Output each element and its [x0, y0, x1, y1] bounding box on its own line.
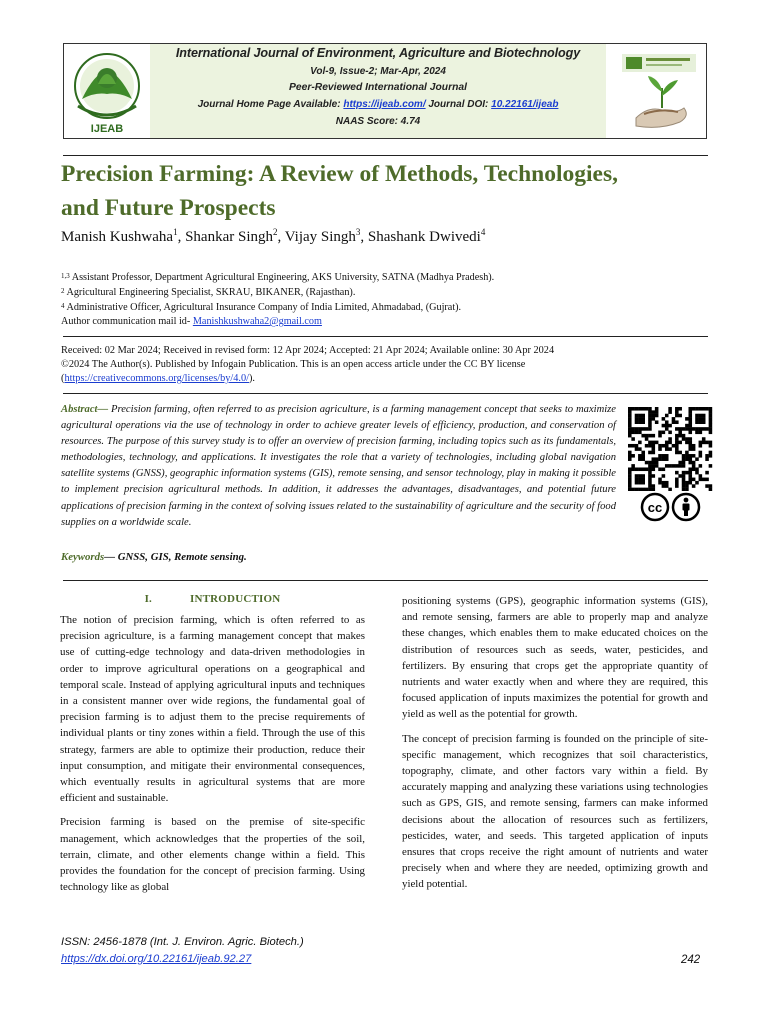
paper-title	[61, 157, 711, 225]
naas-score: NAAS Score: 4.74	[335, 116, 421, 127]
abstract-label: Abstract	[61, 404, 98, 415]
journal-peer-reviewed: Peer-Reviewed International Journal	[289, 82, 467, 93]
section-heading	[60, 593, 365, 605]
journal-header	[63, 43, 707, 139]
journal-info-panel	[150, 44, 606, 138]
homepage-label: Journal Home Page Available:	[197, 99, 344, 110]
body-paragraph: The concept of precision farming is founded on the principle of site-specific management, which recognizes that soil characteristics, topography, climate, and other factors vary within a field. By accurately mapping and analyzing these variations using technologies such as GPS, GIS, and remote sensing, farmers can make informed decisions about the allocation of resources such as fertilizers, pesticides, water, and seeds. This targeted application of inputs ensures that crops receive the right amount of nutrients and water precisely when and where they are needed, optimizing growth and yield potential.	[402, 732, 708, 891]
affiliation-text: Agricultural Engineering Specialist, SKRAU, BIKANER, (Rajasthan).	[64, 287, 356, 298]
license-close: ).	[249, 373, 256, 384]
copyright-line: ©2024 The Author(s). Published by Infogain Publication. This is an open access article under the CC BY license	[61, 359, 526, 370]
section-number: I.	[144, 593, 152, 605]
journal-logo	[64, 44, 150, 138]
journal-logo-text: IJEAB	[90, 123, 124, 135]
abstract-text: Precision farming, often referred to as precision agriculture, is a farming management concept that seeks to maximize agricultural operations via the use of technology in order to achieve greater levels of efficiency, production, and conservation of resources. The purpose of this survey study is to offer an overview of precision farming, including topics such as its fundamentals, methodologies, technology, and applications. It investigates the role that a variety of technologies, including global navigation satellite systems (GNSS), geographic information systems (GIS), remote sensing, and sensor technology, play in making it possible to implement precision agricultural methods. In addition, it addresses the advantages, disadvantages, and potential future applications of precision farming in the context of solving issues related to the sustainability of agriculture and the security of food supplies on a worldwide scale.	[61, 404, 617, 528]
abstract	[61, 402, 616, 531]
journal-doi-link[interactable]: 10.22161/ijeab	[491, 99, 559, 110]
author-name: Shashank Dwivedi	[367, 229, 481, 245]
body-paragraph: The notion of precision farming, which is often referred to as precision agriculture, is a farming management concept that makes use of cutting-edge technology and data-driven methodologies in order to improve agricultural operations on a geographical and temporal scale. Instead of applying agricultural inputs and techniques in a consistent manner over wide regions, the fundamental goal of precision farming is to adjust them to the precise requirements of individual plants or tiny zones within a field. Through the use of this strategy, farmers are able to optimize their production, reduce their input consumption, and mitigate their environmental consequences, which eventually results in agricultural systems that are more efficient and sustainable.	[60, 614, 365, 805]
author-sup: 1	[173, 227, 178, 237]
author-sup: 3	[355, 227, 361, 237]
body-paragraph: positioning systems (GPS), geographic information systems (GIS), and remote sensing, farmers are able to properly map and analyze these changes, which enables them to make educated choices on the distribution of resources such as seeds, water, pesticides, and fertilizers. By ensuring that crops get the appropriate quantity of nutrients and water exactly when and where they are required, this focused application of inputs maximizes the potential for growth and yield as well as the potential for growth.	[402, 595, 708, 721]
author-mail-link[interactable]: Manishkushwaha2@gmail.com	[192, 316, 322, 327]
author-sup: 2	[273, 227, 278, 237]
affiliation	[61, 302, 461, 313]
dates-rule	[63, 393, 708, 394]
cc-by-badge	[640, 491, 702, 523]
journal-title: International Journal of Environment, Agriculture and Biotechnology	[175, 46, 581, 60]
affiliation-sup: 4	[61, 302, 65, 310]
affiliation-sup: 2	[61, 287, 65, 295]
license-link[interactable]: https://creativecommons.org/licenses/by/4.0/	[64, 373, 249, 384]
qr-code[interactable]	[626, 407, 714, 491]
footer-doi	[61, 953, 251, 965]
affiliation	[61, 287, 355, 298]
paper-title-line-1: Precision Farming: A Review of Methods, Technologies,	[61, 161, 619, 187]
affiliation-sup: 1,3	[61, 272, 70, 280]
affiliation	[61, 272, 494, 283]
page-number: 242	[681, 954, 701, 966]
abstract-dash: —	[97, 404, 112, 415]
mail-label: Author communication mail id-	[61, 316, 193, 327]
author-list: Manish Kushwaha$^1$, Shankar Singh$^2$, Vijay Singh$^3$, Shashank Dwivedi$^4$	[61, 227, 486, 245]
license-line	[61, 373, 255, 384]
footer-issn: ISSN: 2456-1878 (Int. J. Environ. Agric. Biotech.)	[61, 936, 304, 948]
left-column	[60, 612, 365, 903]
author-name: Manish Kushwaha	[61, 229, 174, 245]
license-open: (	[61, 373, 65, 384]
paper-title-line-2: and Future Prospects	[61, 195, 276, 221]
doi-label: Journal DOI:	[425, 99, 492, 110]
journal-links	[150, 99, 606, 110]
header-rule	[63, 155, 708, 156]
body-paragraph: Precision farming is based on the premise of site-specific management, which acknowledges that the properties of the soil, terrain, climate, and other elements change within a field. This provides the foundation for the concept of precision farming. Using technology like as global	[60, 816, 365, 894]
keywords-label: Keywords	[61, 551, 105, 563]
keywords-text: — GNSS, GIS, Remote sensing.	[104, 551, 247, 563]
received-dates: Received: 02 Mar 2024; Received in revised form: 12 Apr 2024; Accepted: 21 Apr 2024; Available online: 30 Apr 2024	[61, 345, 555, 356]
author-name: Shankar Singh	[185, 229, 273, 245]
affiliation-text: Administrative Officer, Agricultural Insurance Company of India Limited, Ahmadabad, (Gujrat).	[64, 302, 462, 313]
right-column	[402, 593, 708, 901]
journal-volume: Vol-9, Issue-2; Mar-Apr, 2024	[310, 66, 446, 77]
keywords	[61, 551, 247, 563]
affiliation-rule	[63, 336, 708, 337]
author-sup: 4	[480, 227, 486, 237]
cc-icon: cc	[647, 500, 663, 515]
homepage-link[interactable]: https://ijeab.com/	[343, 99, 426, 110]
section-title: INTRODUCTION	[190, 593, 281, 605]
footer-doi-link[interactable]: https://dx.doi.org/10.22161/ijeab.92.27	[61, 953, 252, 965]
abstract-rule	[63, 580, 708, 581]
affiliation-text: Assistant Professor, Department Agricultural Engineering, AKS University, SATNA (Madhya Pradesh).	[69, 272, 495, 283]
author-mail	[61, 316, 322, 327]
author-name: Vijay Singh	[284, 229, 356, 245]
journal-cover-image	[614, 48, 704, 136]
